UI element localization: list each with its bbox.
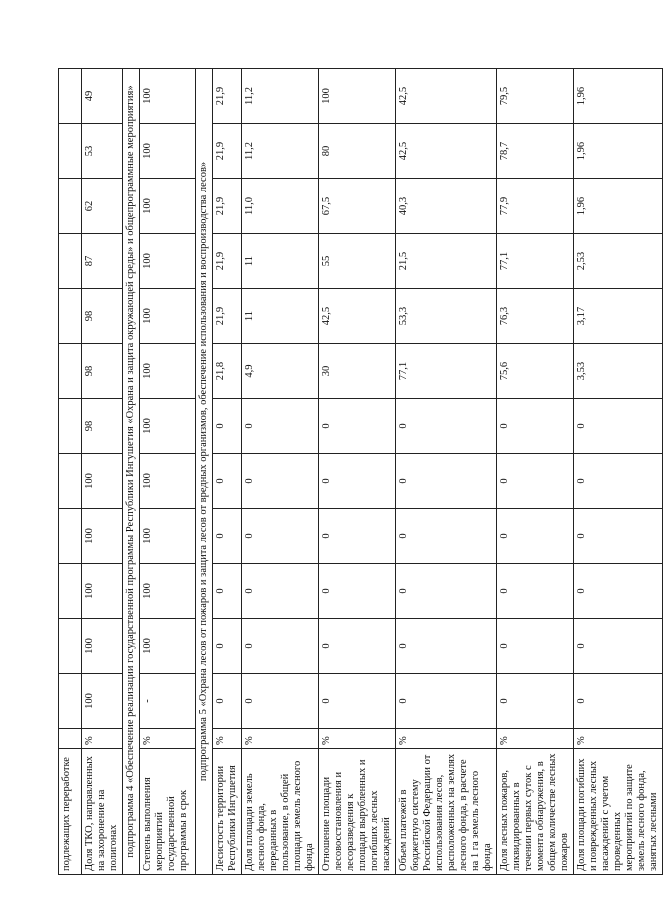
indicator-value: 21,9 (213, 179, 242, 234)
indicator-value: 42,5 (396, 124, 497, 179)
indicator-value: 0 (242, 399, 319, 454)
indicator-value: 100 (82, 619, 123, 674)
indicator-value: 100 (140, 234, 196, 289)
indicator-unit: % (574, 729, 663, 749)
indicator-value: 0 (396, 619, 497, 674)
indicator-value (59, 69, 82, 124)
indicator-value: 100 (82, 674, 123, 729)
indicator-value: 78,7 (497, 124, 574, 179)
indicator-value: 11,0 (242, 179, 319, 234)
indicator-value: 0 (213, 454, 242, 509)
table-row (574, 69, 663, 875)
indicator-value: 0 (396, 454, 497, 509)
indicator-value (59, 124, 82, 179)
indicator-unit: % (140, 729, 196, 749)
indicator-value: 2,53 (574, 234, 663, 289)
indicators-table (58, 68, 663, 875)
indicator-name: Лесистость территории Республики Ингушетия (213, 749, 242, 875)
indicator-value: 0 (213, 674, 242, 729)
indicator-value: 0 (497, 399, 574, 454)
indicator-name: подлежащих переработке (59, 749, 82, 875)
indicator-value: 0 (213, 619, 242, 674)
indicator-value: 0 (574, 399, 663, 454)
indicator-value: 98 (82, 399, 123, 454)
subprogram-heading-row (196, 69, 213, 875)
subprogram-heading: подпрограмма 5 «Охрана лесов от пожаров и защита лесов от вредных организмов, обеспечение использования и воспроизводства лесов» (196, 69, 213, 875)
indicator-unit: % (319, 729, 396, 749)
table-row (396, 69, 497, 875)
indicator-value: 49 (82, 69, 123, 124)
indicator-value: 0 (319, 509, 396, 564)
indicator-value: 3,17 (574, 289, 663, 344)
indicator-value: 100 (319, 69, 396, 124)
indicator-name: Объем платежей в бюджетную систему Российской Федерации от использования лесов, расположенных на землях лесного фонда, в расчете на 1 га земель лесного фонда (396, 749, 497, 875)
indicator-name: Доля площади земель лесного фонда, переданных в пользование, в общей площади земель лесного фонда (242, 749, 319, 875)
indicator-value (59, 179, 82, 234)
indicator-value: 55 (319, 234, 396, 289)
indicator-name: Отношение площади лесовосстановления и лесоразведения к площади вырубленных и погибших лесных насаждений (319, 749, 396, 875)
table-row (59, 69, 82, 875)
indicator-value: 100 (82, 509, 123, 564)
indicator-value: 21,8 (213, 344, 242, 399)
table-row (242, 69, 319, 875)
indicator-value: 0 (497, 674, 574, 729)
table-row (82, 69, 123, 875)
indicator-name: Доля ТКО, направленных на захоронение на полигонах (82, 749, 123, 875)
indicator-value: 21,9 (213, 124, 242, 179)
indicator-value: 100 (82, 564, 123, 619)
indicator-unit: % (82, 729, 123, 749)
indicator-name: Доля площади погибших и поврежденных лесных насаждений с учетом проведенных мероприятий по защите земель лесного фонда, занятых лесными (574, 749, 663, 875)
indicator-value: 21,5 (396, 234, 497, 289)
indicator-value: 21,9 (213, 69, 242, 124)
indicator-value: 0 (396, 399, 497, 454)
indicator-value: 0 (574, 564, 663, 619)
indicator-unit: % (242, 729, 319, 749)
table-row (213, 69, 242, 875)
indicator-value (59, 399, 82, 454)
indicator-value (59, 234, 82, 289)
indicator-value: 11,2 (242, 124, 319, 179)
table-row (497, 69, 574, 875)
indicator-value: 53 (82, 124, 123, 179)
indicator-value: 100 (140, 179, 196, 234)
indicator-value: 0 (319, 399, 396, 454)
indicator-value: 0 (396, 564, 497, 619)
indicator-value: 1,96 (574, 124, 663, 179)
indicator-value (59, 454, 82, 509)
indicator-value: 0 (213, 509, 242, 564)
table-row (319, 69, 396, 875)
indicator-value: 98 (82, 344, 123, 399)
indicator-value (59, 564, 82, 619)
indicator-value (59, 289, 82, 344)
indicator-value: 1,96 (574, 69, 663, 124)
indicator-value: 75,6 (497, 344, 574, 399)
indicator-value: 3,53 (574, 344, 663, 399)
indicator-value (59, 509, 82, 564)
indicator-value: 100 (140, 289, 196, 344)
indicator-value: 0 (242, 509, 319, 564)
subprogram-heading: подпрограмма 4 «Обеспечение реализации государственной программы Республики Ингушетия «Охрана и защита окружающей среды» и общепрограммные мероприятия» (123, 69, 140, 875)
indicator-value: 42,5 (396, 69, 497, 124)
indicator-value: 0 (242, 619, 319, 674)
subprogram-heading-row (123, 69, 140, 875)
indicator-value: 98 (82, 289, 123, 344)
indicator-unit: % (396, 729, 497, 749)
indicator-value (59, 619, 82, 674)
indicator-value: 0 (574, 674, 663, 729)
indicator-value: 76,3 (497, 289, 574, 344)
indicator-value: 0 (242, 454, 319, 509)
indicator-value: 77,1 (497, 234, 574, 289)
indicator-value: 100 (140, 69, 196, 124)
indicator-value: - (140, 674, 196, 729)
indicator-value: 0 (574, 509, 663, 564)
indicator-value: 21,9 (213, 234, 242, 289)
indicator-value: 100 (140, 124, 196, 179)
indicator-value (59, 674, 82, 729)
indicator-value: 67,5 (319, 179, 396, 234)
indicator-value: 100 (82, 454, 123, 509)
indicator-value: 0 (574, 454, 663, 509)
indicator-value: 100 (140, 454, 196, 509)
indicator-value: 77,9 (497, 179, 574, 234)
indicator-value: 87 (82, 234, 123, 289)
indicator-value: 0 (319, 454, 396, 509)
indicator-value: 0 (497, 619, 574, 674)
indicator-value: 79,5 (497, 69, 574, 124)
indicator-value: 62 (82, 179, 123, 234)
indicator-value: 42,5 (319, 289, 396, 344)
table-row (140, 69, 196, 875)
indicator-value: 11 (242, 289, 319, 344)
indicator-value: 0 (396, 509, 497, 564)
indicator-value (59, 344, 82, 399)
indicator-value: 0 (497, 454, 574, 509)
indicator-value: 100 (140, 509, 196, 564)
indicator-name: Степень выполнения мероприятий государственной программы в срок (140, 749, 196, 875)
indicator-value: 100 (140, 399, 196, 454)
indicator-value: 53,3 (396, 289, 497, 344)
indicator-value: 0 (396, 674, 497, 729)
indicator-value: 0 (242, 674, 319, 729)
indicator-value: 11 (242, 234, 319, 289)
indicator-value: 0 (574, 619, 663, 674)
indicator-value: 11,2 (242, 69, 319, 124)
indicator-value: 77,1 (396, 344, 497, 399)
indicator-value: 0 (213, 564, 242, 619)
indicator-value: 30 (319, 344, 396, 399)
indicator-value: 0 (242, 564, 319, 619)
indicator-value: 0 (319, 564, 396, 619)
indicator-value: 80 (319, 124, 396, 179)
indicator-value: 40,3 (396, 179, 497, 234)
indicator-value: 4,9 (242, 344, 319, 399)
indicator-value: 0 (319, 674, 396, 729)
indicator-unit: % (497, 729, 574, 749)
indicator-unit: % (213, 729, 242, 749)
indicator-value: 21,9 (213, 289, 242, 344)
indicator-value: 0 (497, 509, 574, 564)
indicator-unit (59, 729, 82, 749)
indicator-value: 100 (140, 564, 196, 619)
indicator-value: 100 (140, 619, 196, 674)
indicator-value: 0 (497, 564, 574, 619)
indicator-value: 0 (213, 399, 242, 454)
indicator-value: 0 (319, 619, 396, 674)
indicator-value: 100 (140, 344, 196, 399)
indicator-name: Доля лесных пожаров, ликвидированных в течении первых суток с момента обнаружения, в общем количестве лесных пожаров (497, 749, 574, 875)
indicator-value: 1,96 (574, 179, 663, 234)
